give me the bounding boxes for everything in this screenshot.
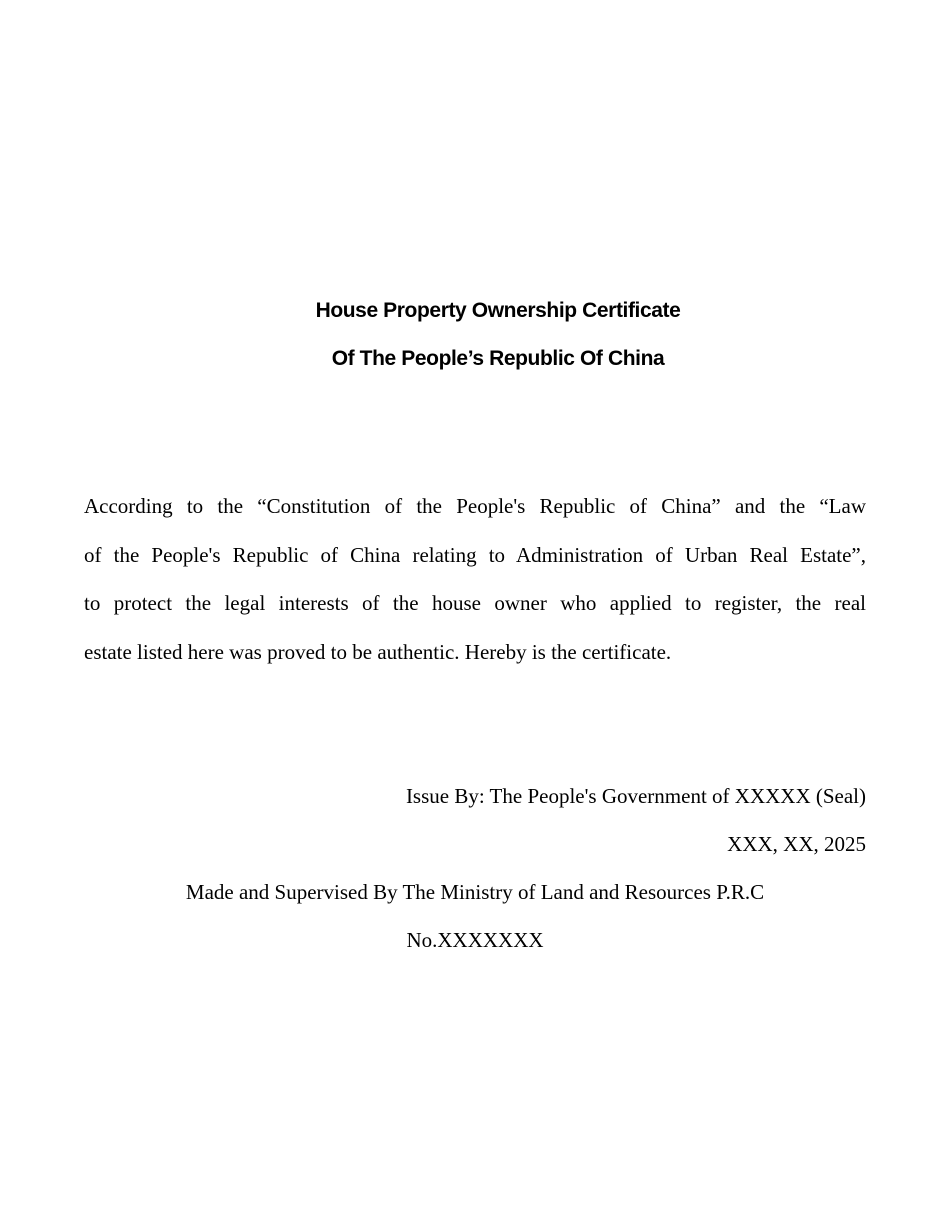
body-line-1: According to the “Constitution of the People's Republic of China” and the “Law xyxy=(84,494,866,518)
certificate-title-line-2: Of The People’s Republic Of China xyxy=(331,347,665,370)
issue-date: XXX, XX, 2025 xyxy=(727,832,866,856)
body-line-2: of the People's Republic of China relating to Administration of Urban Real Estate”, xyxy=(84,542,866,567)
body-line-4: estate listed here was proved to be authentic. Hereby is the certificate. xyxy=(84,639,672,664)
certificate-title-line-1: House Property Ownership Certificate xyxy=(315,299,681,322)
supervisor-line: Made and Supervised By The Ministry of Land and Resources P.R.C xyxy=(185,880,765,904)
body-line-3: to protect the legal interests of the house owner who applied to register, the real xyxy=(84,591,866,615)
issuer-line: Issue By: The People's Government of XXXXX (Seal) xyxy=(405,784,866,808)
certificate-body-paragraph xyxy=(84,482,866,676)
certificate-number: No.XXXXXXX xyxy=(406,928,544,952)
